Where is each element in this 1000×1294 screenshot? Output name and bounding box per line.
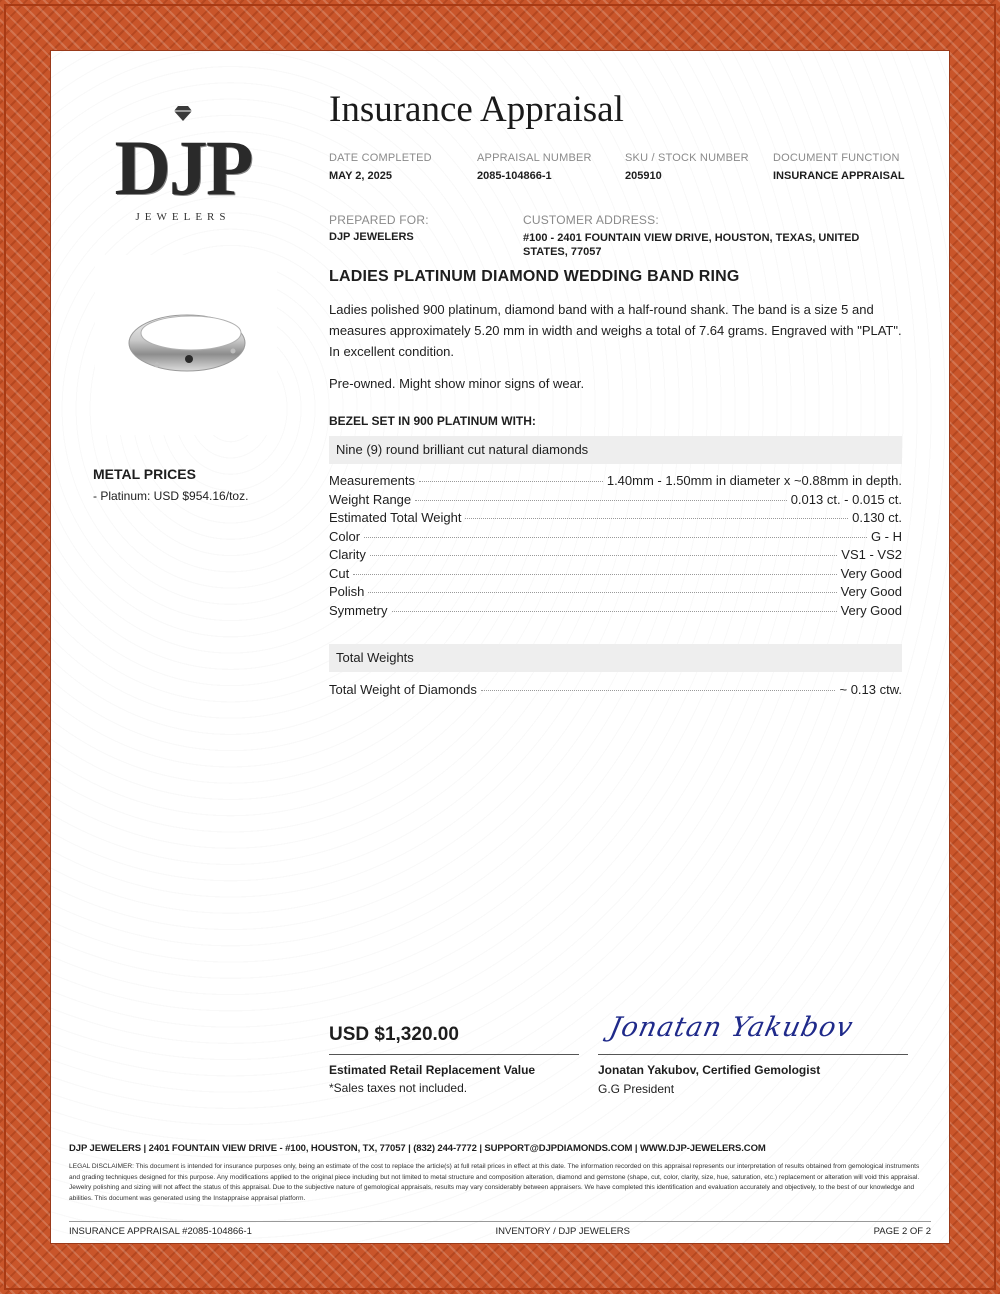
footer-left: INSURANCE APPRAISAL #2085-104866-1 [69,1226,252,1237]
prepared-for-value: DJP JEWELERS [329,231,414,243]
spec-value: Very Good [840,565,902,581]
page-footer [69,1221,931,1237]
spec-row [329,566,902,585]
spec-label: Symmetry [329,602,388,618]
spec-value: 1.40mm - 1.50mm in diameter x ~0.88mm in depth. [606,473,902,488]
djp-logo [108,102,258,223]
spec-label: Estimated Total Weight [329,510,462,525]
spec-value: 0.013 ct. - 0.015 ct. [790,491,902,507]
spec-row [329,492,902,511]
spec-value: Very Good [840,584,902,599]
signature: Jonatan Yakubov [606,1012,857,1043]
value-rule [329,1054,579,1055]
spec-value: G - H [870,528,902,544]
spec-value: ~ 0.13 ctw. [839,682,902,697]
spec-label: Cut [329,565,350,581]
metal-prices-title: METAL PRICES [93,466,196,482]
meta-label: DATE COMPLETED [329,152,432,164]
tax-note: *Sales taxes not included. [329,1081,468,1095]
logo-wordmark: DJP [114,124,252,211]
footer-page-number: PAGE 2 OF 2 [873,1226,931,1237]
spec-rows [329,473,902,621]
logo-subtext: JEWELERS [135,211,231,223]
meta-value: INSURANCE APPRAISAL [773,170,905,182]
spec-row [329,603,902,622]
footer-contact: DJP JEWELERS | 2401 FOUNTAIN VIEW DRIVE - #100, HOUSTON, TX, 77057 | (832) 244-7772 | SUPPORT@DJPDIAMONDS.COM | WWW.DJP-JEWELERS.COM [69,1143,766,1154]
spec-label: Total Weight of Diamonds [329,682,477,697]
total-weight-row [329,682,902,701]
spec-value: VS1 - VS2 [841,547,902,562]
meta-document-function [773,152,905,182]
ring-photo [95,255,277,435]
gemologist-name: Jonatan Yakubov, Certified Gemologist [598,1063,821,1077]
replacement-value: USD $1,320.00 [329,1024,459,1045]
spec-row [329,473,902,492]
meta-sku [625,152,749,182]
prepared-for [329,213,429,243]
spec-value: Very Good [840,602,902,618]
value-label: Estimated Retail Replacement Value [329,1063,536,1077]
spec-label: Color [329,528,361,544]
meta-value: 2085-104866-1 [477,170,552,182]
spec-label: Measurements [329,473,415,488]
spec-row [329,584,902,603]
diamond-icon [108,102,258,124]
stones-bar: Nine (9) round brilliant cut natural diamonds [329,436,902,464]
spec-row [329,547,902,566]
preowned-note: Pre-owned. Might show minor signs of wear. [329,376,585,391]
item-description: Ladies polished 900 platinum, diamond band with a half-round shank. The band is a size 5 and measures approximately 5.20 mm in width and weighs a total of 7.64 grams. Engraved with "PLAT". In excellent condition. [329,302,902,359]
customer-address [523,213,903,259]
document-title: Insurance Appraisal [329,89,624,130]
customer-address-value: #100 - 2401 FOUNTAIN VIEW DRIVE, HOUSTON, TEXAS, UNITED STATES, 77057 [523,232,860,258]
spec-row [329,682,902,701]
spec-label: Weight Range [329,491,412,507]
spec-row [329,510,902,529]
gemologist-role: G.G President [598,1082,675,1096]
meta-date [329,152,432,182]
spec-label: Clarity [329,547,366,562]
meta-label: SKU / STOCK NUMBER [625,152,749,164]
meta-label: APPRAISAL NUMBER [477,152,592,164]
customer-address-label: CUSTOMER ADDRESS: [523,213,659,227]
metal-price-platinum: - Platinum: USD $954.16/toz. [93,489,249,503]
spec-label: Polish [329,584,365,599]
meta-value: 205910 [625,170,662,182]
spec-row [329,529,902,548]
footer-center: INVENTORY / DJP JEWELERS [495,1226,630,1237]
prepared-for-label: PREPARED FOR: [329,213,429,227]
legal-disclaimer: LEGAL DISCLAIMER: This document is intended for insurance purposes only, being an estimate of the cost to replace the article(s) at full retail prices in effect at this date. The information recorded on this appraisal represents our interpretation of results obtained from gemological instruments and grading techniques designed for this purpose. Any modifications applied to the original piece including but not limited to metal structure and composition alteration, diamond and gemstone (shape, cut, color, clarity, size, hue, saturation, etc.) replacement or alteration will void this appraisal. Jewelry polishing and sizing will not affect the status of this appraisal. Due to the subjective nature of gemological appraisals, results may vary considerably between appraisers. We have completed this identification and evaluation accurately and objectively, to the best of our knowledge and abilities. This document was generated using the Instappraise appraisal platform. [69,1163,920,1202]
meta-appraisal-number [477,152,592,182]
spec-value: 0.130 ct. [852,510,902,525]
item-title: LADIES PLATINUM DIAMOND WEDDING BAND RING [329,268,740,285]
meta-value: MAY 2, 2025 [329,170,392,182]
bezel-title: BEZEL SET IN 900 PLATINUM WITH: [329,414,536,428]
signature-rule [598,1054,908,1055]
total-weights-bar: Total Weights [329,644,902,672]
meta-label: DOCUMENT FUNCTION [773,152,900,164]
